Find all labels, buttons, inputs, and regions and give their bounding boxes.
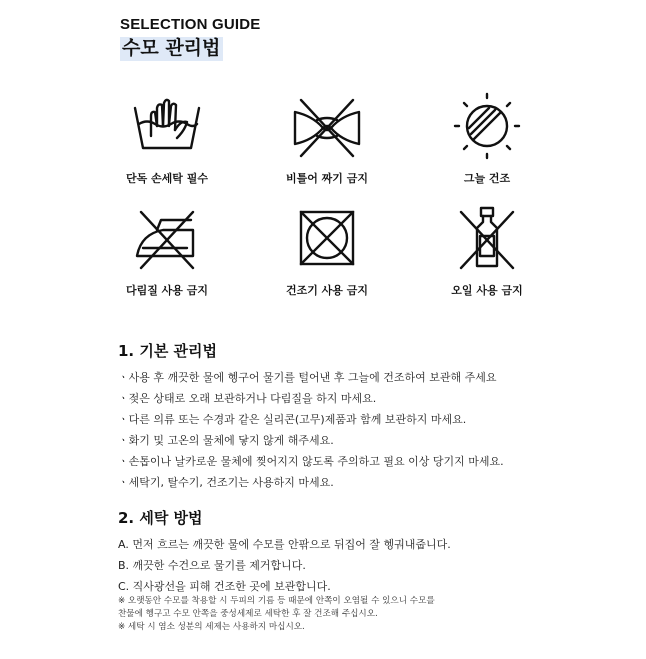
care-label: 건조기 사용 금지 (285, 284, 369, 297)
basic-care-section (118, 340, 504, 493)
list-item: ㆍ사용 후 깨끗한 물에 헹구어 물기를 털어낸 후 그늘에 건조하여 보관해 주세요 (118, 371, 497, 384)
care-item-shade-dry (412, 86, 562, 186)
list-item: B. 깨끗한 수건으로 물기를 제거합니다. (118, 559, 306, 572)
basic-care-list (118, 367, 504, 493)
care-label: 다림질 사용 금지 (125, 284, 209, 297)
note-line: ※ 세탁 시 염소 성분의 세제는 사용하지 마십시오. (118, 622, 305, 632)
page-title: 수모 관리법 (120, 37, 223, 61)
guide-header (120, 16, 261, 61)
care-label: 단독 손세탁 필수 (125, 172, 209, 185)
care-item-hand-wash (92, 86, 242, 186)
list-item: ㆍ다른 의류 또는 수경과 같은 실리콘(고무)제품과 함께 보관하지 마세요. (118, 413, 467, 426)
care-label: 그늘 건조 (463, 172, 511, 185)
list-item: ㆍ손톱이나 날카로운 물체에 찢어지지 않도록 주의하고 필요 이상 당기지 마세요. (118, 455, 504, 468)
care-item-no-oil (412, 198, 562, 298)
washing-list (118, 534, 451, 597)
washing-section (118, 507, 451, 597)
list-item: C. 직사광선을 피해 건조한 곳에 보관합니다. (118, 580, 331, 593)
no-tumble-dry-icon (287, 198, 367, 276)
no-ironing-icon (127, 198, 207, 276)
list-item: A. 먼저 흐르는 깨끗한 물에 수모를 안팎으로 뒤집어 잘 헹궈내줍니다. (118, 538, 451, 551)
care-item-no-wringing (252, 86, 402, 186)
care-notes (118, 595, 435, 634)
hand-wash-icon (127, 86, 207, 164)
list-item: ㆍ화기 및 고온의 물체에 닿지 않게 해주세요. (118, 434, 334, 447)
note-line: ※ 오랫동안 수모를 착용할 시 두피의 기름 등 때문에 안쪽이 오염될 수 있으니 수모를 (118, 596, 435, 606)
no-wringing-icon (287, 86, 367, 164)
care-item-no-ironing (92, 198, 242, 298)
shade-dry-icon (447, 86, 527, 164)
washing-heading: 2. 세탁 방법 (118, 509, 203, 527)
list-item: ㆍ젖은 상태로 오래 보관하거나 다림질을 하지 마세요. (118, 392, 377, 405)
note-line: 찬물에 헹구고 수모 안쪽을 중성세제로 세탁한 후 잘 건조해 주십시오. (118, 609, 378, 619)
care-item-no-tumble-dry (252, 198, 402, 298)
care-label: 비틀어 짜기 금지 (285, 172, 369, 185)
care-label: 오일 사용 금지 (451, 284, 523, 297)
list-item: ㆍ세탁기, 탈수기, 건조기는 사용하지 마세요. (118, 476, 334, 489)
section-eyebrow: SELECTION GUIDE (120, 16, 261, 33)
basic-care-heading: 1. 기본 관리법 (118, 342, 218, 360)
no-oil-icon (447, 198, 527, 276)
